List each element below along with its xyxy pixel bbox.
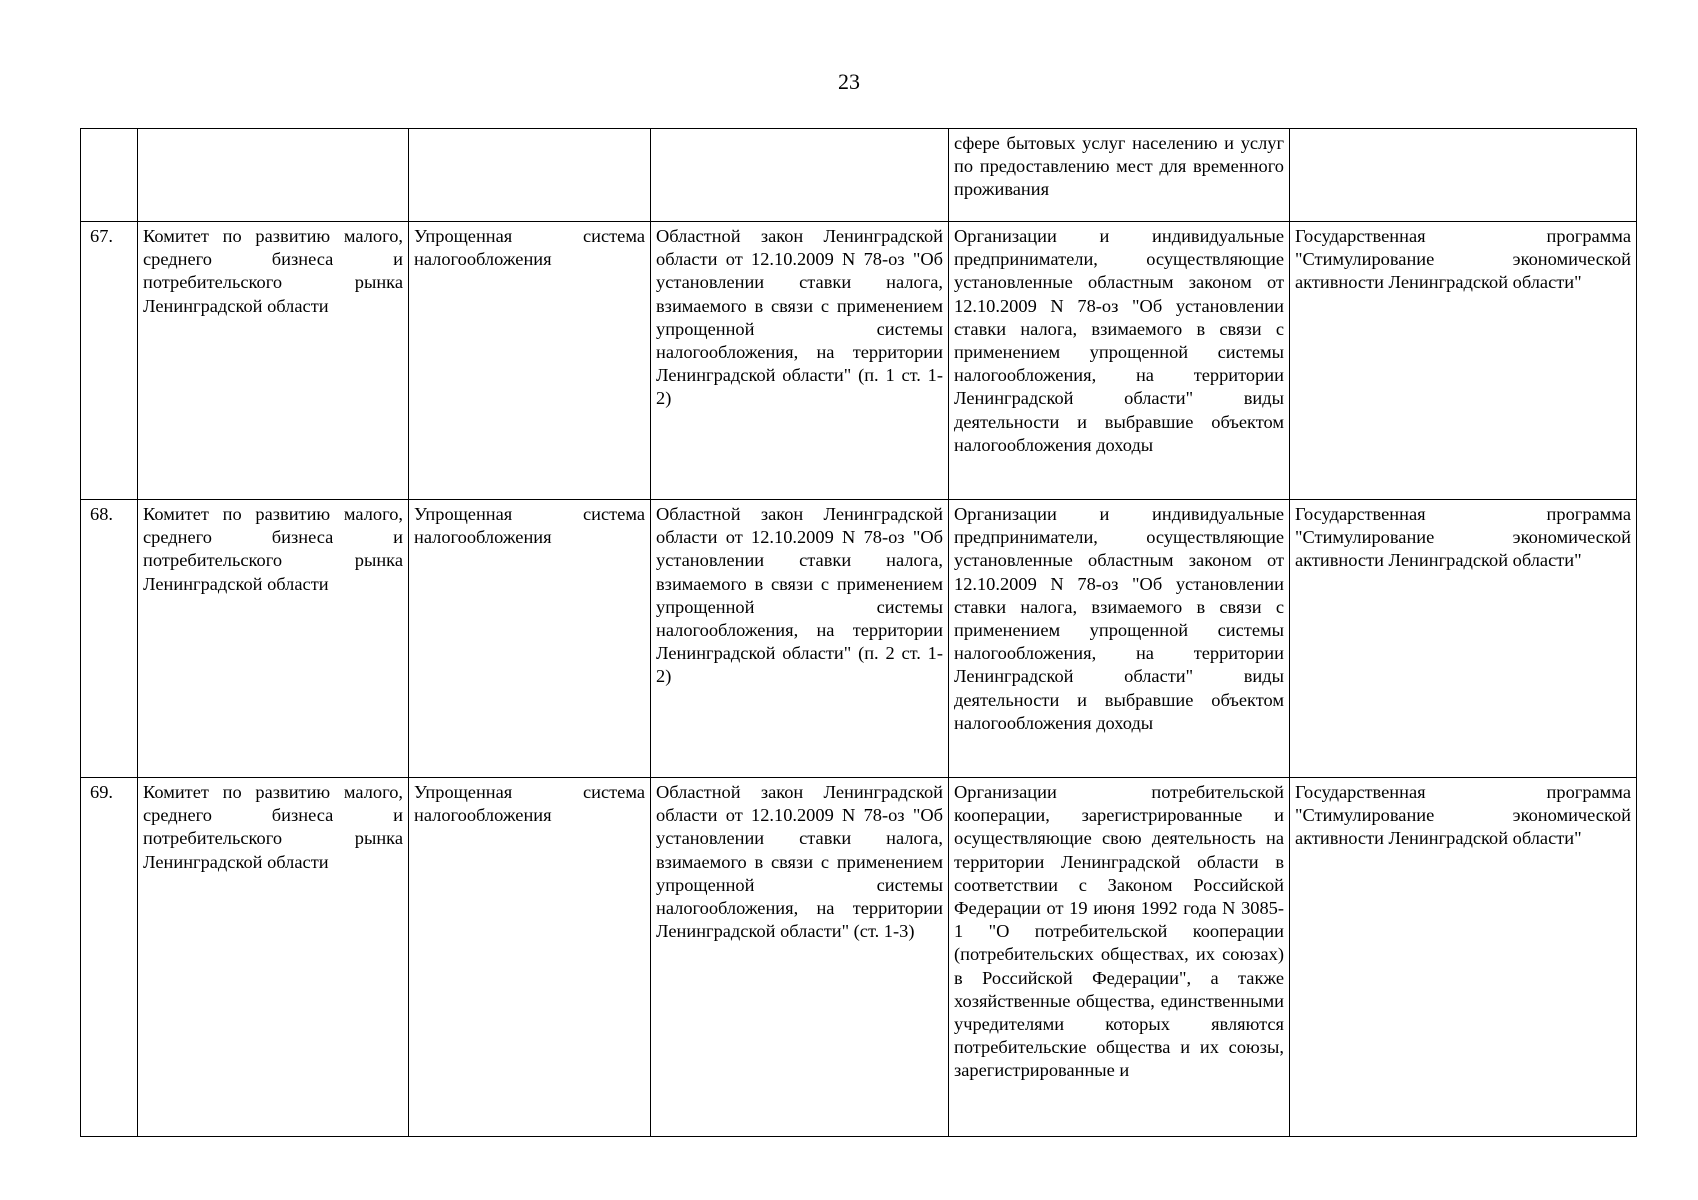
curator-cell: Комитет по развитию малого, среднего бизнеса и потребительского рынка Ленинградской области — [138, 778, 409, 1137]
beneficiaries-cell: сфере бытовых услуг населению и услуг по предоставлению мест для временного проживания — [949, 129, 1290, 222]
legal-act-cell — [651, 129, 949, 222]
program-cell — [1290, 129, 1637, 222]
tax-type-cell: Упрощенная система налогообложения — [409, 500, 651, 778]
program-cell: Государственная программа "Стимулирование экономической активности Ленинградской области" — [1290, 222, 1637, 500]
curator-cell — [138, 129, 409, 222]
curator-cell: Комитет по развитию малого, среднего бизнеса и потребительского рынка Ленинградской области — [138, 222, 409, 500]
tax-type-cell — [409, 129, 651, 222]
legal-act-cell: Областной закон Ленинградской области от 12.10.2009 N 78-оз "Об установлении ставки налога, взимаемого в связи с применением упрощенной системы налогообложения, на территории Ленинградской области" (ст. 1-3) — [651, 778, 949, 1137]
table-row — [81, 222, 1637, 500]
legal-act-cell: Областной закон Ленинградской области от 12.10.2009 N 78-оз "Об установлении ставки налога, взимаемого в связи с применением упрощенной системы налогообложения, на территории Ленинградской области" (п. 2 ст. 1-2) — [651, 500, 949, 778]
table-row — [81, 500, 1637, 778]
program-cell: Государственная программа "Стимулирование экономической активности Ленинградской области" — [1290, 778, 1637, 1137]
row-number-cell: 69. — [81, 778, 138, 1137]
beneficiaries-cell: Организации и индивидуальные предприниматели, осуществляющие установленные областным законом от 12.10.2009 N 78-оз "Об установлении ставки налога, взимаемого в связи с применением упрощенной системы налогообложения, на территории Ленинградской области" виды деятельности и выбравшие объектом налогообложения доходы — [949, 222, 1290, 500]
page-number: 23 — [838, 69, 860, 94]
curator-cell: Комитет по развитию малого, среднего бизнеса и потребительского рынка Ленинградской области — [138, 500, 409, 778]
tax-benefits-table — [80, 128, 1637, 1137]
table-row — [81, 129, 1637, 222]
beneficiaries-cell: Организации и индивидуальные предприниматели, осуществляющие установленные областным законом от 12.10.2009 N 78-оз "Об установлении ставки налога, взимаемого в связи с применением упрощенной системы налогообложения, на территории Ленинградской области" виды деятельности и выбравшие объектом налогообложения доходы — [949, 500, 1290, 778]
row-number-cell: 68. — [81, 500, 138, 778]
beneficiaries-cell: Организации потребительской кооперации, зарегистрированные и осуществляющие свою деятельность на территории Ленинградской области в соответствии с Законом Российской Федерации от 19 июня 1992 года N 3085-1 "О потребительской кооперации (потребительских обществах, их союзах) в Российской Федерации", а также хозяйственные общества, единственными учредителями которых являются потребительские общества и их союзы, зарегистрированные и — [949, 778, 1290, 1137]
row-number-cell: 67. — [81, 222, 138, 500]
row-number-cell — [81, 129, 138, 222]
tax-type-cell: Упрощенная система налогообложения — [409, 222, 651, 500]
legal-act-cell: Областной закон Ленинградской области от 12.10.2009 N 78-оз "Об установлении ставки налога, взимаемого в связи с применением упрощенной системы налогообложения, на территории Ленинградской области" (п. 1 ст. 1-2) — [651, 222, 949, 500]
tax-type-cell: Упрощенная система налогообложения — [409, 778, 651, 1137]
table-row — [81, 778, 1637, 1137]
program-cell: Государственная программа "Стимулирование экономической активности Ленинградской области" — [1290, 500, 1637, 778]
